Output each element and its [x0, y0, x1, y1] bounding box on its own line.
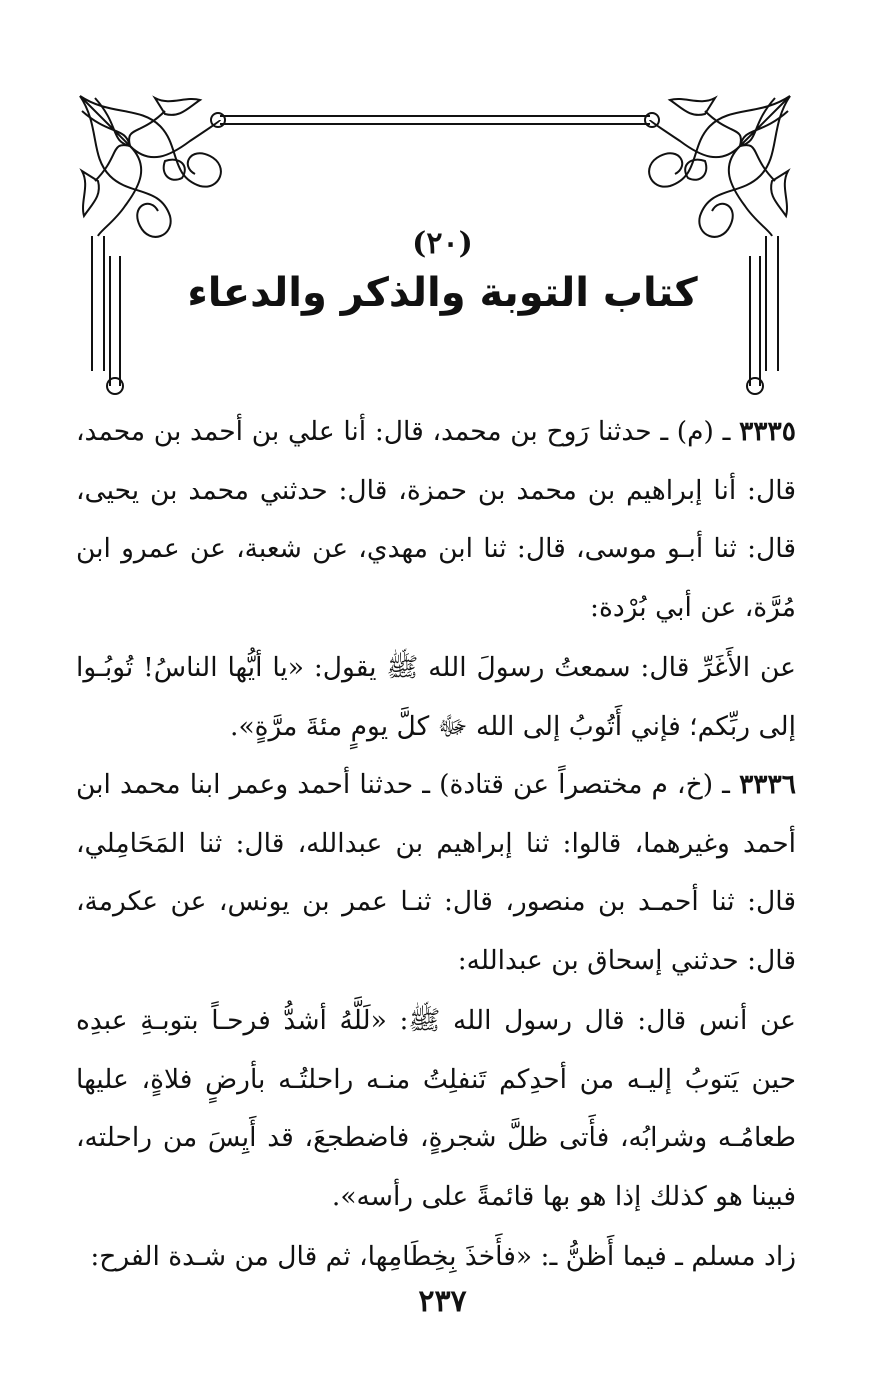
paragraph-text: ـ (م) ـ حدثنا رَوح بن محمد، قال: أنا علي بن أحمد بن محمد، قال: أنا إبراهيم بن محمد بن حمزة، قال: حدثني محمد بن يحيى، قال: ثنا أبـو موسى، قال: ثنا ابن مهدي، عن شعبة، عن عمرو ابن مُرَّة، عن أبي بُرْدة: [76, 416, 796, 623]
hadith-number: ٣٣٣٥ [739, 416, 796, 447]
paragraph-text: عن أنس قال: قال رسول الله ﷺ: «لَلَّهُ أشدُّ فرحـاً بتوبـةِ عبدِه حين يَتوبُ إليـه من أحدِكم تَنفلِتُ منـه راحلتُـه بأرضٍ فلاةٍ، عليها طعامُـه وشرابُه، فأَتى ظلَّ شجرةٍ، فاضطجعَ، قد أَيِسَ من راحلته، فبينا هو كذلك إذا هو بها قائمةً على رأسه». [76, 1005, 796, 1212]
paragraph-hadith-3335 [76, 403, 796, 637]
chapter-title: كتاب التوبة والذكر والدعاء [187, 270, 698, 316]
paragraph-addition [76, 1228, 796, 1287]
paragraph-matn [76, 992, 796, 1226]
hadith-number: ٣٣٣٦ [739, 769, 796, 800]
paragraph-text: ـ (خ، م مختصراً عن قتادة) ـ حدثنا أحمد وعمر ابنا محمد ابن أحمد وغيرهما، قالوا: ثنا إبراهيم بن عبدالله، قال: ثنا المَحَامِلي، قال: ثنا أحمـد بن منصور، قال: ثنـا عمر بن يونس، عن عكرمة، قال: حدثني إسحاق بن عبدالله: [76, 769, 796, 976]
paragraph-matn [76, 639, 796, 756]
paragraph-text: عن الأَغَرِّ قال: سمعتُ رسولَ الله ﷺ يقول: «يا أيُّها الناسُ! تُوبُـوا إلى ربِّكم؛ فإني أَتُوبُ إلى الله ﷻ كلَّ يومٍ مئةَ مرَّةٍ». [76, 652, 796, 742]
chapter-number: (٢٠) [412, 226, 473, 261]
main-text [76, 403, 796, 1287]
paragraph-text: زاد مسلم ـ فيما أَظنُّ ـ: «فأَخذَ بِخِطَامِها، ثم قال من شـدة الفرح: [90, 1241, 796, 1272]
paragraph-hadith-3336 [76, 756, 796, 990]
page-number: ٢٣٧ [418, 1284, 467, 1319]
